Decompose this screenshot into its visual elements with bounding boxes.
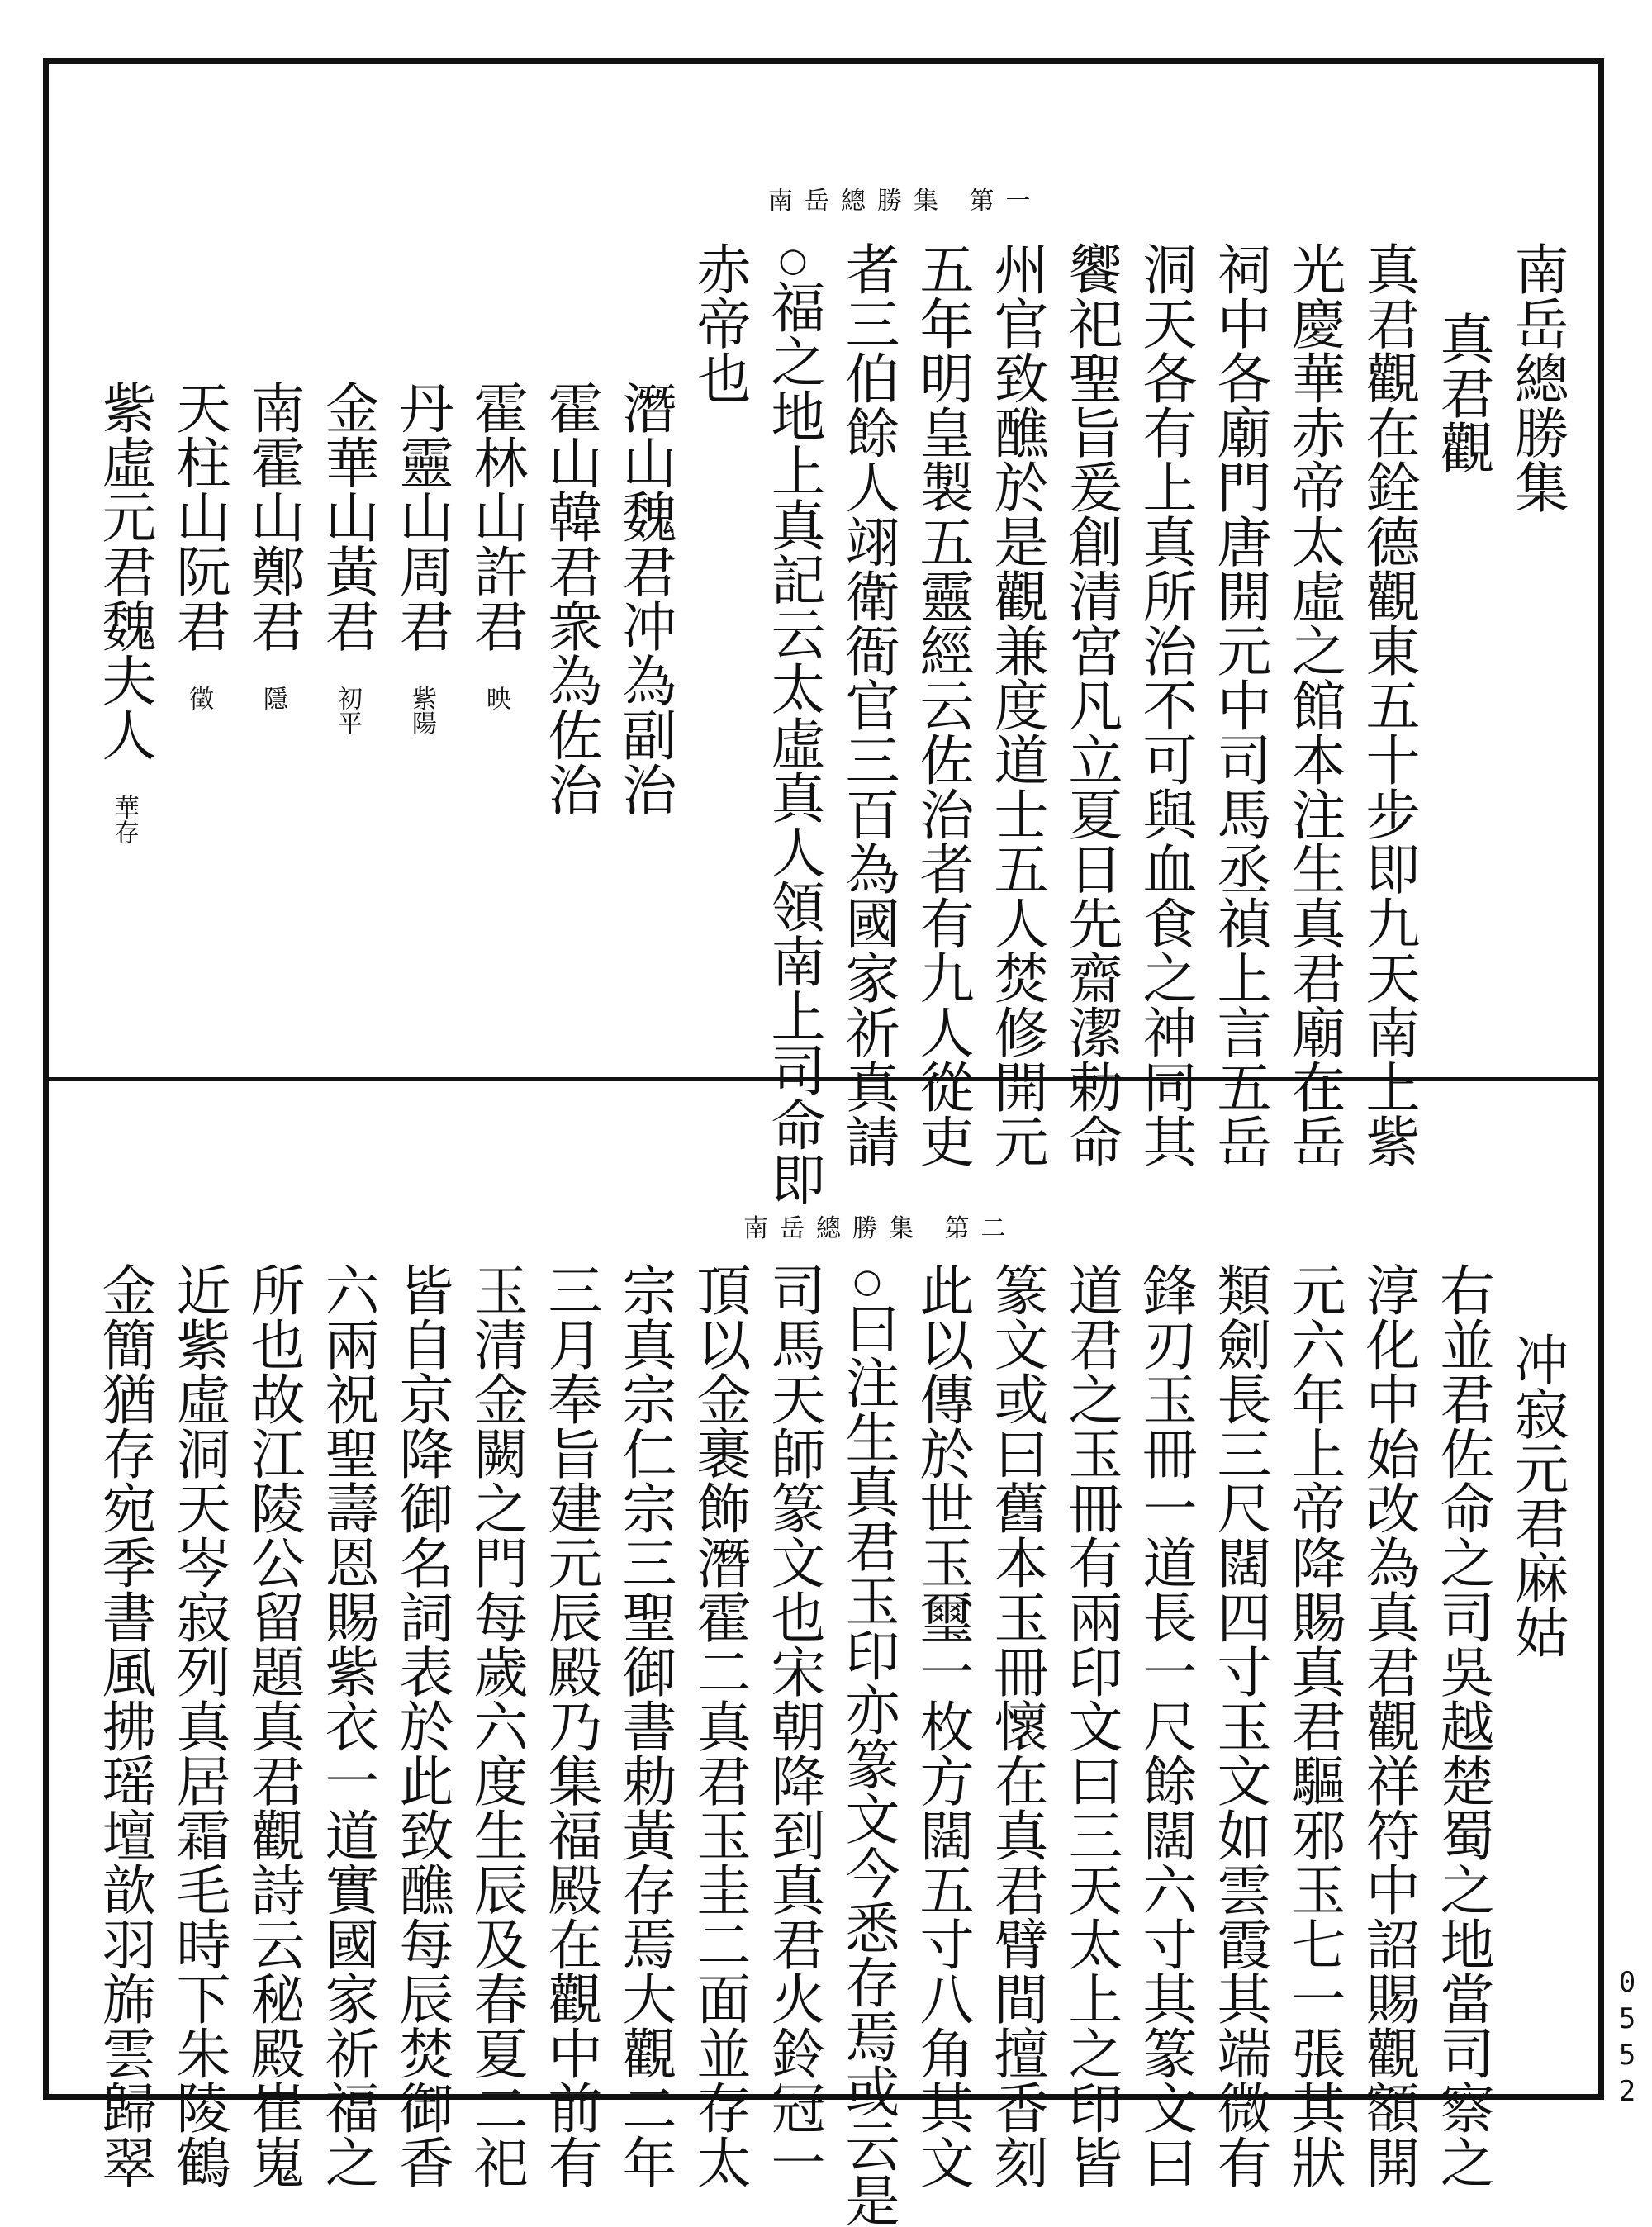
top-text-panel [76,241,1571,1206]
bottom-text-column [233,1262,307,2189]
column-text: 福之地上真記云太虛真人領南上司命即 [762,279,825,1206]
bottom-text-column [679,1262,753,2189]
top-text-column [84,241,159,1189]
column-text: 淳化中始改為真君觀祥符中詔賜觀額開 [1356,1262,1420,2189]
bottom-text-column [753,1262,828,2189]
bottom-text-column [1125,1262,1199,2189]
column-text: 紫虛元君魏夫人 [93,380,156,762]
column-text: 五年明皇製五靈經云佐治者有九人從吏 [910,241,974,1168]
column-note: 隱 [259,686,287,710]
column-text: 此以傳於世玉璽一枚方闊五寸八角其文 [910,1262,974,2189]
circle-mark: ○ [774,241,812,279]
bottom-text-column [382,1262,456,2189]
top-text-column [1274,241,1348,1168]
bottom-text-column [828,1262,902,2227]
column-text: 宗真宗仁宗三聖御書勅黃存焉大觀二年 [613,1262,676,2189]
column-text: 道君之玉冊有兩印文曰三天太上之印皆 [1059,1262,1123,2189]
column-text: 祠中各廟門唐開元中司馬丞禎上言五岳 [1208,241,1271,1168]
column-text: 真君觀在銓德觀東五十步即九天南上紫 [1356,241,1420,1168]
column-text: 南岳總勝集 [1505,241,1569,514]
column-note: 紫陽 [407,686,436,735]
bottom-text-column [1199,1262,1274,2189]
column-text: 六兩祝聖壽恩賜紫衣一道實國家祈福之 [316,1262,379,2189]
bottom-header-text: 南岳總勝集 第二 [743,1214,1018,1243]
bottom-text-column [1051,1262,1125,2189]
top-text-column [605,241,679,1189]
column-note: 徵 [184,686,213,710]
top-text-column [307,241,382,1189]
column-text: 玉清金闕之門每歲六度生辰及春夏二祀 [464,1262,528,2189]
top-text-column [1422,241,1497,1120]
top-text-column [1497,241,1571,1051]
column-text: 篆文或曰舊本玉冊懷在真君臂間擅香刻 [985,1262,1048,2189]
column-text: 近紫虛洞天岑寂列真居霜毛時下朱陵鶴 [167,1262,230,2189]
column-text: 三月奉旨建元辰殿乃集福殿在觀中前有 [539,1262,602,2189]
circle-mark: ○ [848,1262,886,1300]
column-text: 光慶華赤帝太虛之館本注生真君廟在岳 [1282,241,1346,1168]
column-note: 華存 [110,795,139,844]
column-text: 霍山韓君衆為佐治 [539,380,602,816]
top-header [768,180,1042,216]
column-text: 饗祀聖旨爰創清宮凡立夏日先齋潔勅命 [1059,241,1123,1168]
bottom-text-column [159,1262,233,2189]
bottom-text-column [1497,1262,1571,2158]
bottom-text-column [1274,1262,1348,2189]
top-text-column [1348,241,1422,1168]
column-text: 者三伯餘人翊衛衙官三百為國家祈真請 [836,241,900,1168]
bottom-text-column [605,1262,679,2189]
bottom-text-panel [76,1262,1571,2227]
top-text-column [753,241,828,1206]
column-text: 司馬天師篆文也宋朝降到真君火鈴冠一 [762,1262,825,2189]
top-text-column [976,241,1051,1168]
bottom-text-column [902,1262,976,2189]
top-text-column [1051,241,1125,1168]
bottom-text-column [976,1262,1051,2189]
column-text: 潛山魏君冲為副治 [613,380,676,816]
top-text-column [382,241,456,1189]
bottom-text-column [530,1262,605,2189]
column-text: 丹靈山周君 [390,380,453,653]
page-number-text: 0552 [1611,1966,1644,2111]
column-text: 真君觀 [1431,311,1494,474]
column-text: 金簡猶存宛季書風拂瑶壇歆羽旆雲歸翠 [93,1262,156,2189]
column-text: 類劍長三尺闊四寸玉文如雲霞其端微有 [1208,1262,1271,2189]
column-text: 洞天各有上真所治不可與血食之神同其 [1133,241,1197,1168]
column-note: 映 [482,686,510,710]
column-text: 赤帝也 [687,241,751,405]
bottom-text-column [307,1262,382,2189]
column-text: 皆自京降御名詞表於此致醮每辰焚御香 [390,1262,453,2189]
column-text: 州官致醮於是觀兼度道士五人焚修開元 [985,241,1048,1168]
bottom-text-column [1348,1262,1422,2189]
bottom-header [743,1208,1018,1244]
top-text-column [456,241,530,1189]
top-text-column [233,241,307,1189]
top-text-column [159,241,233,1189]
top-text-column [828,241,902,1168]
top-text-column [679,241,753,1051]
column-text: 金華山黃君 [316,380,379,653]
column-text: 所也故江陵公留題真君觀詩云秘殿崔嵬 [241,1262,305,2189]
top-text-column [902,241,976,1168]
bottom-text-column [84,1262,159,2189]
top-text-column [1125,241,1199,1168]
top-header-text: 南岳總勝集 第一 [768,187,1042,216]
column-text: 頂以金裹飾潛霍二真君玉圭二面並存太 [687,1262,751,2189]
column-text: 霍林山許君 [464,380,528,653]
column-text: 南霍山鄭君 [241,380,305,653]
bottom-text-column [1422,1262,1497,2189]
top-text-column [1199,241,1274,1168]
column-note: 初平 [333,686,362,735]
column-text: 冲寂元君麻姑 [1505,1332,1569,1659]
column-text: 元六年上帝降賜真君驅邪玉七一張其狀 [1282,1262,1346,2189]
column-text: 天柱山阮君 [167,380,230,653]
top-text-column [530,241,605,1189]
column-text: 鋒刃玉冊一道長一尺餘闊六寸其篆文曰 [1133,1262,1197,2189]
column-text: 右並君佐命之司吳越楚蜀之地當司察之 [1431,1262,1494,2189]
column-text: 曰注生真君玉印亦篆文今悉存焉或云是 [836,1300,900,2227]
bottom-text-column [456,1262,530,2189]
page-number [1611,1966,1644,2111]
